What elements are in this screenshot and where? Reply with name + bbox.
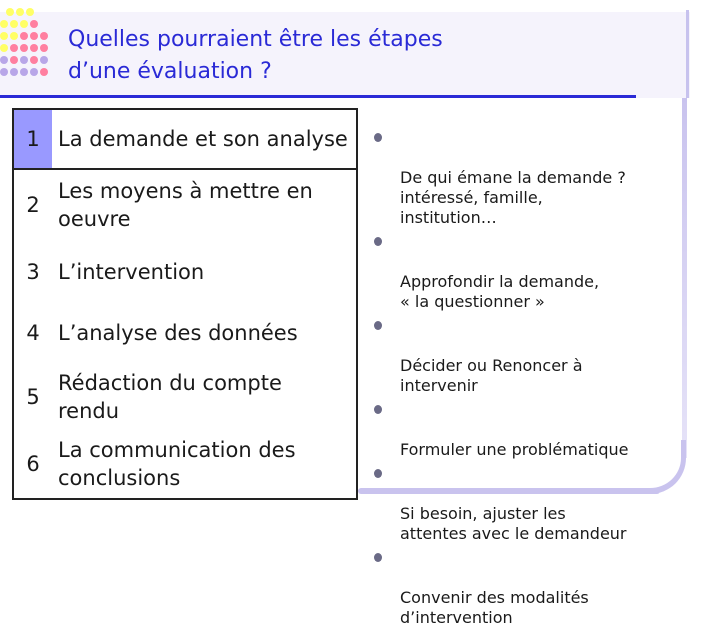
dot [30,44,38,52]
step-label: Rédaction du compte rendu [58,371,282,423]
list-item [372,400,672,460]
bullet-icon [374,469,382,478]
step-label: La communication des conclusions [58,438,296,490]
bullet-text: Convenir des modalités d’intervention [400,588,589,627]
dot [10,44,18,52]
step-number: 2 [26,193,40,217]
dot [40,56,48,64]
title-rule-right [686,10,689,98]
step-number: 5 [26,385,40,409]
bullet-icon [374,405,382,414]
dot [20,20,28,28]
bullet-icon [374,321,382,330]
dot [16,8,24,16]
dot [40,44,48,52]
step-number: 6 [26,452,40,476]
dot [10,32,18,40]
bullet-icon [374,553,382,562]
list-item [372,464,672,544]
bullet-text: Décider ou Renoncer à intervenir [400,356,583,395]
dot [6,8,14,16]
step-label: L’analyse des données [58,321,298,345]
dot [26,8,34,16]
dot [0,68,8,76]
dot [0,44,8,52]
step-label: La demande et son analyse [52,110,356,168]
bullet-text: Si besoin, ajuster les attentes avec le demandeur [400,504,627,543]
dot [10,68,18,76]
step-row [14,302,356,364]
dot [0,32,8,40]
bullet-icon [374,237,382,246]
dot [20,32,28,40]
list-item [372,316,672,396]
dot [30,56,38,64]
step-number: 1 [26,127,40,151]
dot [0,56,8,64]
steps-table [12,108,358,500]
bullet-icon [374,133,382,142]
bullet-list [372,128,672,632]
title-rule-bottom [0,95,636,98]
list-item [372,232,672,312]
dot [10,20,18,28]
decorative-dot-grid [0,8,58,88]
step-label: Les moyens à mettre en oeuvre [58,179,313,231]
dot [30,32,38,40]
dot [20,56,28,64]
step-number: 4 [26,321,40,345]
step-row [14,366,356,428]
bullet-text: Approfondir la demande, « la questionner » [400,272,600,311]
page-title: Quelles pourraient être les étapes d’une évaluation ? [68,27,443,84]
list-item [372,548,672,628]
step-row [14,430,356,498]
dot [10,56,18,64]
bullet-text: De qui émane la demande ? intéressé, famille, institution… [400,168,626,227]
step-row [14,170,356,240]
step-number: 3 [26,260,40,284]
dot [20,68,28,76]
dot [30,20,38,28]
step-row [14,242,356,302]
bullet-text: Formuler une problématique [400,440,629,459]
dot [40,32,48,40]
step-label: L’intervention [58,260,205,284]
dot [40,68,48,76]
dot [0,20,8,28]
list-item [372,128,672,228]
dot [30,68,38,76]
decorative-frame-right [682,98,687,458]
dot [20,44,28,52]
step-row [14,110,356,170]
